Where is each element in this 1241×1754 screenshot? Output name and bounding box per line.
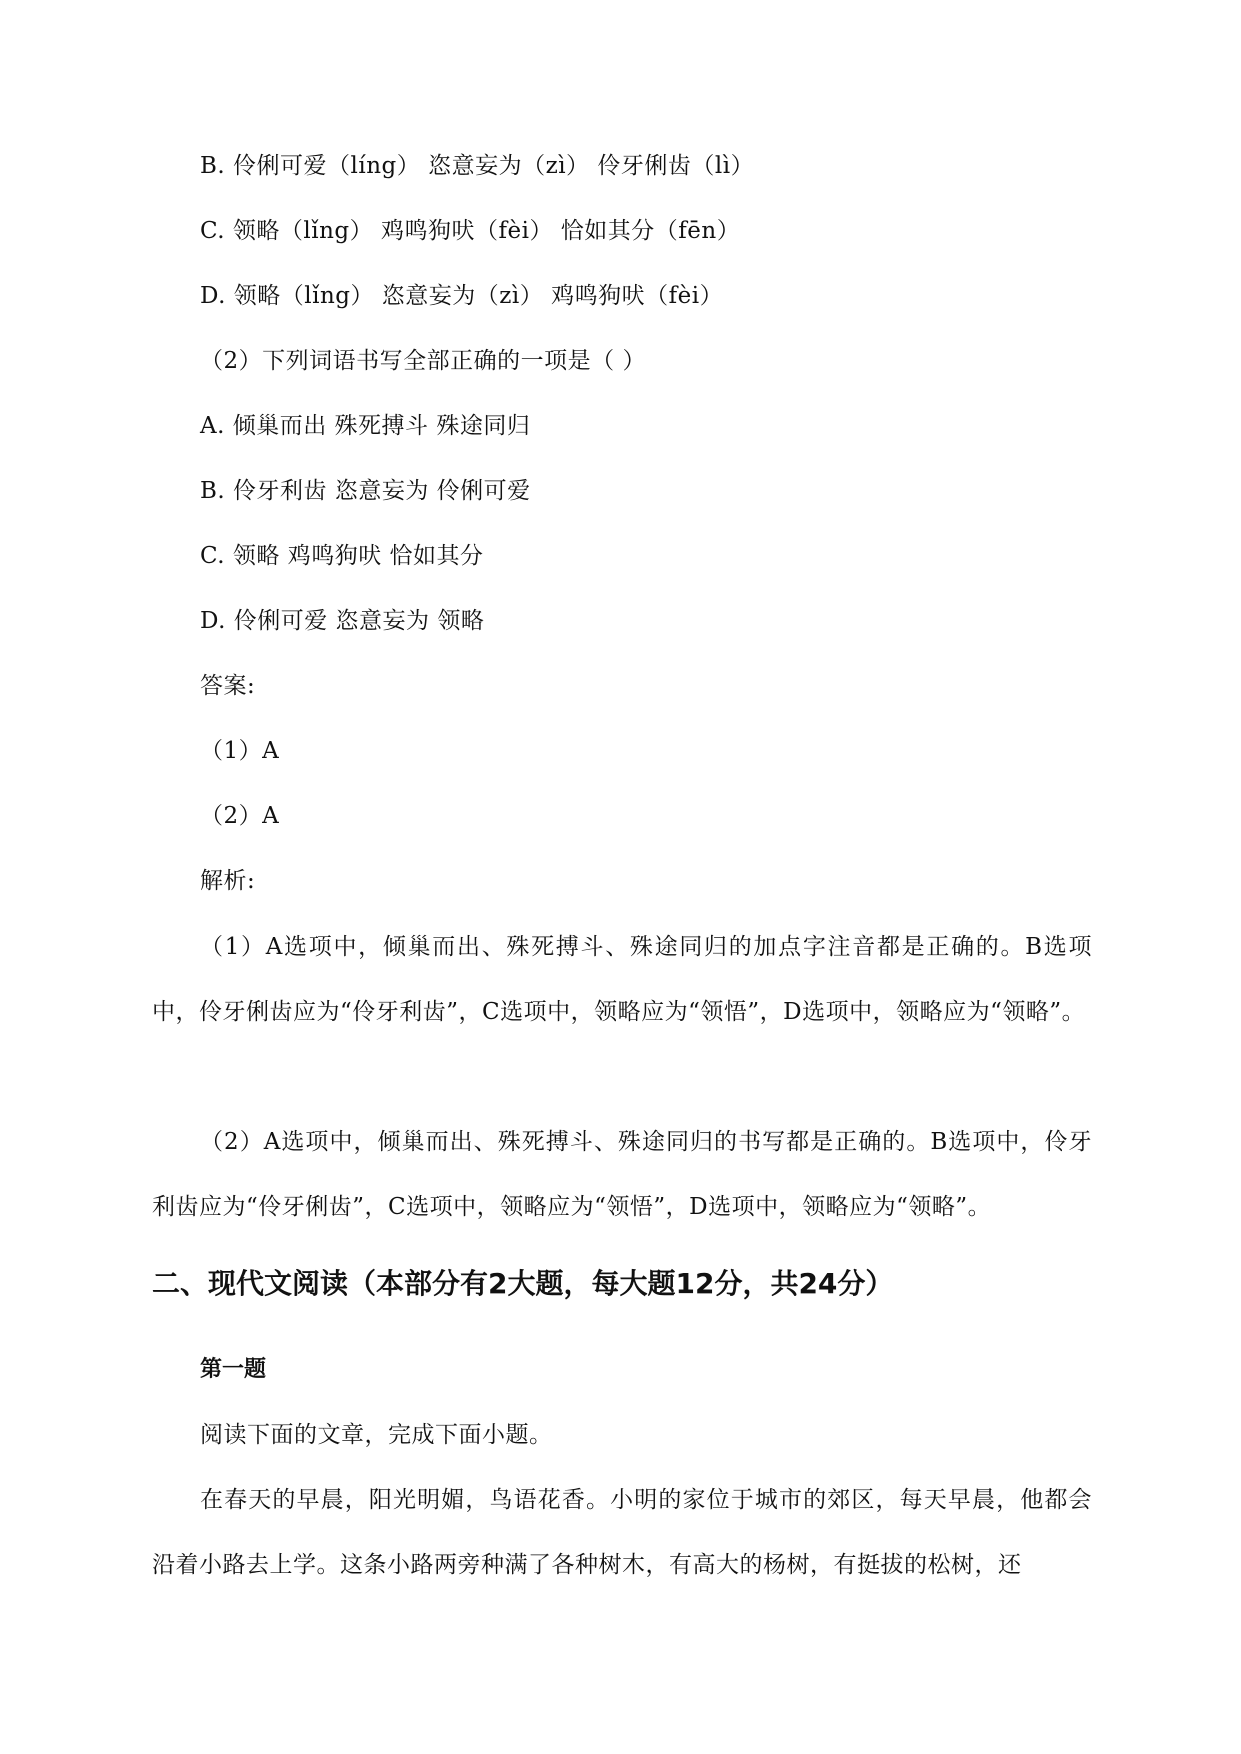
q2-stem: （2）下列词语书写全部正确的一项是（ ） (200, 348, 646, 374)
q2-option-d: D. 伶俐可爱 恣意妄为 领略 (200, 608, 485, 634)
subsection-title: 第一题 (200, 1357, 267, 1382)
analysis-label: 解析: (200, 868, 256, 894)
q1-option-c: C. 领略（lǐng） 鸡鸣狗吠（fèi） 恰如其分（fēn） (200, 218, 741, 244)
q2-option-b: B. 伶牙利齿 恣意妄为 伶俐可爱 (200, 478, 531, 504)
q1-option-d: D. 领略（lǐng） 恣意妄为（zì） 鸡鸣狗吠（fèi） (200, 283, 724, 309)
analysis-paragraph-2: （2）A选项中，倾巢而出、殊死搏斗、殊途同归的书写都是正确的。B选项中，伶牙利齿应为“伶牙俐齿”，C选项中，领略应为“领悟”，D选项中，领略应为“领略”。 (152, 1129, 1092, 1220)
section-heading: 二、现代文阅读（本部分有2大题，每大题12分，共24分） (152, 1267, 894, 1300)
q2-option-c: C. 领略 鸡鸣狗吠 恰如其分 (200, 543, 484, 569)
q2-option-a: A. 倾巢而出 殊死搏斗 殊途同归 (200, 413, 531, 439)
analysis-paragraph-1: （1）A选项中，倾巢而出、殊死搏斗、殊途同归的加点字注音都是正确的。B选项中，伶牙俐齿应为“伶牙利齿”，C选项中，领略应为“领悟”，D选项中，领略应为“领略”。 (152, 934, 1092, 1025)
reading-passage: 在春天的早晨，阳光明媚，鸟语花香。小明的家位于城市的郊区，每天早晨，他都会沿着小路去上学。这条小路两旁种满了各种树木，有高大的杨树，有挺拔的松树，还 (152, 1487, 1092, 1578)
q1-option-b: B. 伶俐可爱（líng） 恣意妄为（zì） 伶牙俐齿（lì） (200, 153, 755, 179)
answer-1: （1）A (200, 738, 280, 764)
reading-instruction: 阅读下面的文章，完成下面小题。 (200, 1422, 553, 1448)
answer-label: 答案: (200, 673, 256, 699)
answer-2: （2）A (200, 803, 280, 829)
